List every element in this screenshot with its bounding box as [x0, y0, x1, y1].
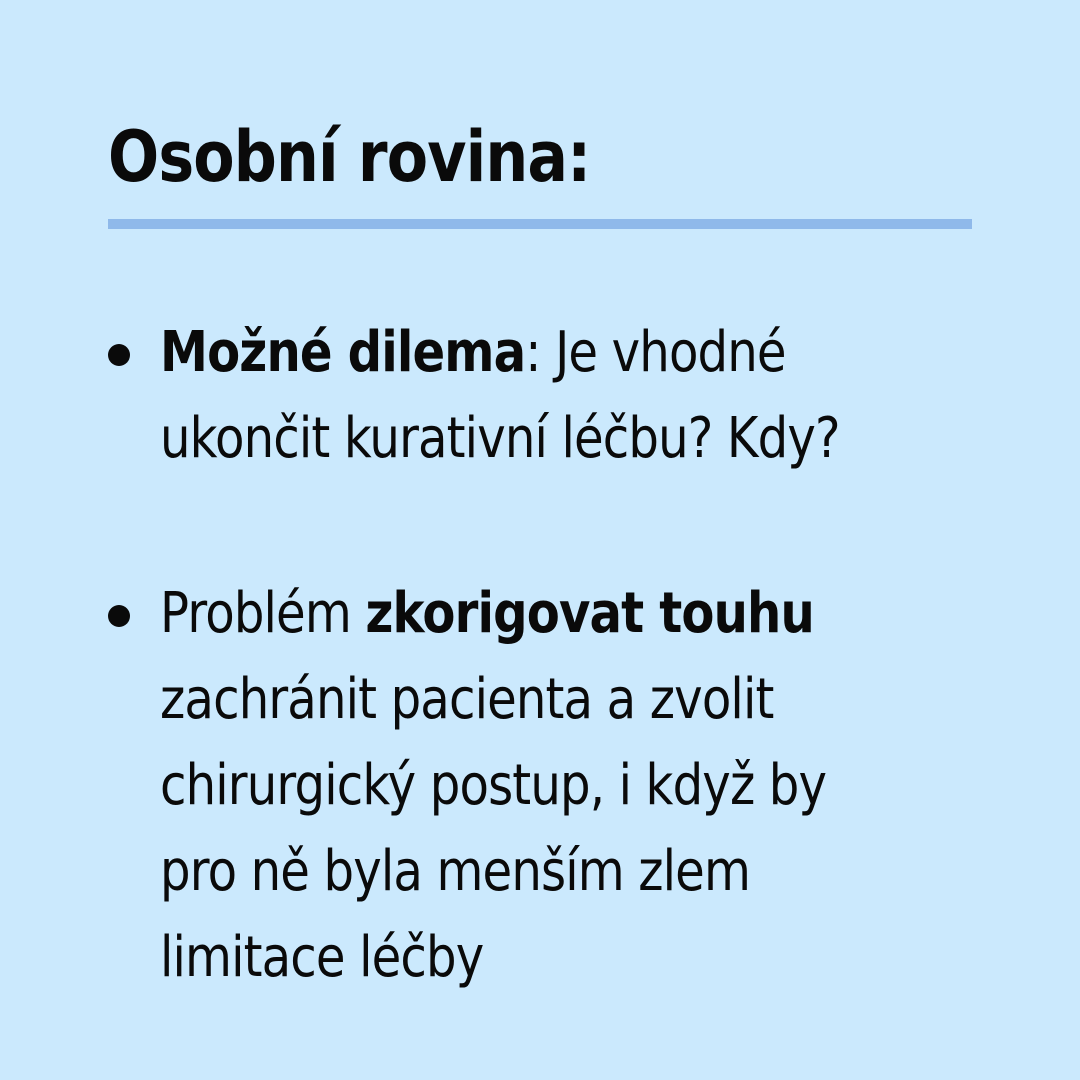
line-text: : Je vhodné [525, 320, 786, 385]
title-divider [108, 219, 972, 229]
bullet-text [160, 310, 900, 482]
bullet-text [160, 571, 900, 1001]
bold-phrase: zkorigovat touhu [365, 581, 814, 646]
slide-title: Osobní rovina: [108, 116, 591, 198]
bullet-line: pro ně byla menším zlem [160, 839, 751, 904]
bullet-dot-icon [108, 605, 130, 627]
line-text: Problém [160, 581, 366, 646]
bullet-line: limitace léčby [160, 925, 484, 990]
bullet-line: chirurgický postup, i když by [160, 753, 827, 818]
bullet-dot-icon [108, 344, 130, 366]
bullet-line: zachránit pacienta a zvolit [160, 667, 774, 732]
bullet-line [160, 571, 900, 657]
bullet-line: ukončit kurativní léčbu? Kdy? [160, 406, 840, 471]
bold-phrase: Možné dilema [160, 320, 526, 385]
bullet-line [160, 310, 900, 396]
